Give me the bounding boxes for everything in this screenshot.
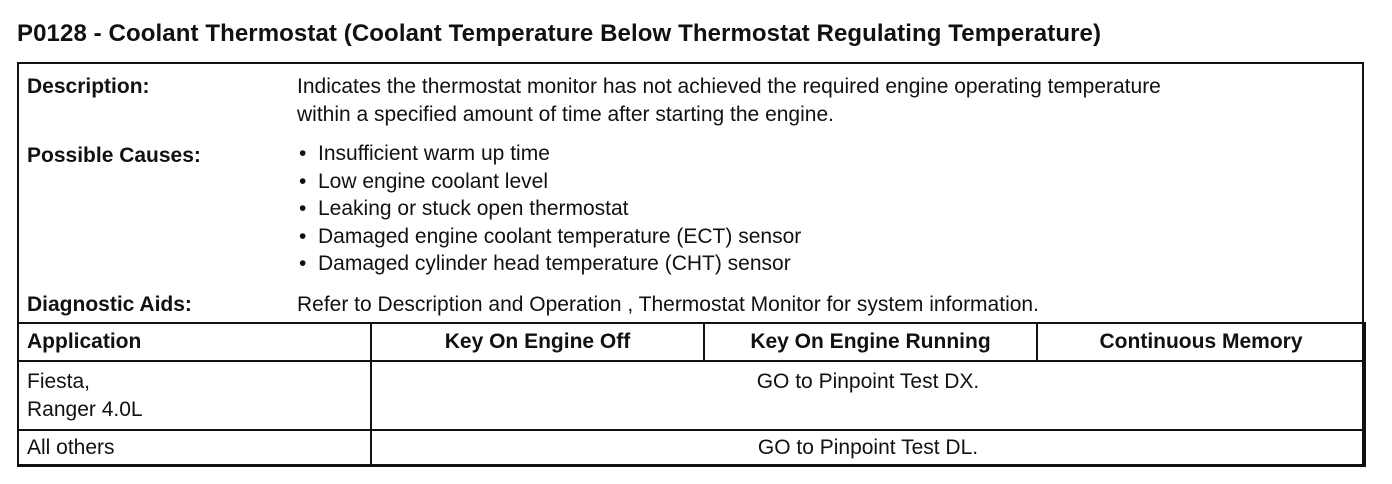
cause-item: • Damaged cylinder head temperature (CHT) sensor [297, 250, 801, 278]
cause-item: • Low engine coolant level [297, 168, 801, 196]
diagnostic-aids-label: Diagnostic Aids: [27, 293, 192, 316]
possible-causes-label: Possible Causes: [27, 144, 201, 167]
dtc-info-box [17, 62, 1364, 466]
action-cell [371, 430, 1365, 466]
description-line-2: within a specified amount of time after starting the engine. [297, 103, 834, 126]
column-header-application: Application [18, 323, 371, 361]
cause-item: • Insufficient warm up time [297, 140, 801, 168]
column-header-koeo: Key On Engine Off [371, 323, 704, 361]
action-text: GO to Pinpoint Test DX. [756, 370, 980, 393]
action-text: GO to Pinpoint Test DL. [757, 436, 979, 459]
application-line-2: Ranger 4.0L [27, 398, 143, 421]
application-cell [18, 430, 371, 466]
table-row [18, 430, 1365, 466]
description-line-1: Indicates the thermostat monitor has not achieved the required engine operating temperature [297, 75, 1161, 98]
application-line-1: Fiesta, [27, 370, 91, 393]
description-text [297, 73, 1161, 129]
table-header-row [18, 323, 1365, 361]
possible-causes-list-container [297, 140, 801, 278]
description-label: Description: [27, 75, 150, 98]
application-cell [18, 361, 371, 430]
possible-causes-list [297, 140, 801, 278]
column-header-koer: Key On Engine Running [704, 323, 1037, 361]
application-table [17, 322, 1366, 467]
action-cell [371, 361, 1365, 430]
diagnostic-aids-text: Refer to Description and Operation , Thermostat Monitor for system information. [297, 293, 1039, 316]
cause-item: • Damaged engine coolant temperature (ECT) sensor [297, 223, 801, 251]
column-header-continuous-memory: Continuous Memory [1037, 323, 1365, 361]
cause-item: • Leaking or stuck open thermostat [297, 195, 801, 223]
table-row [18, 361, 1365, 430]
application-line-1: All others [27, 436, 115, 459]
page-title: P0128 - Coolant Thermostat (Coolant Temperature Below Thermostat Regulating Temperature) [17, 20, 1102, 47]
